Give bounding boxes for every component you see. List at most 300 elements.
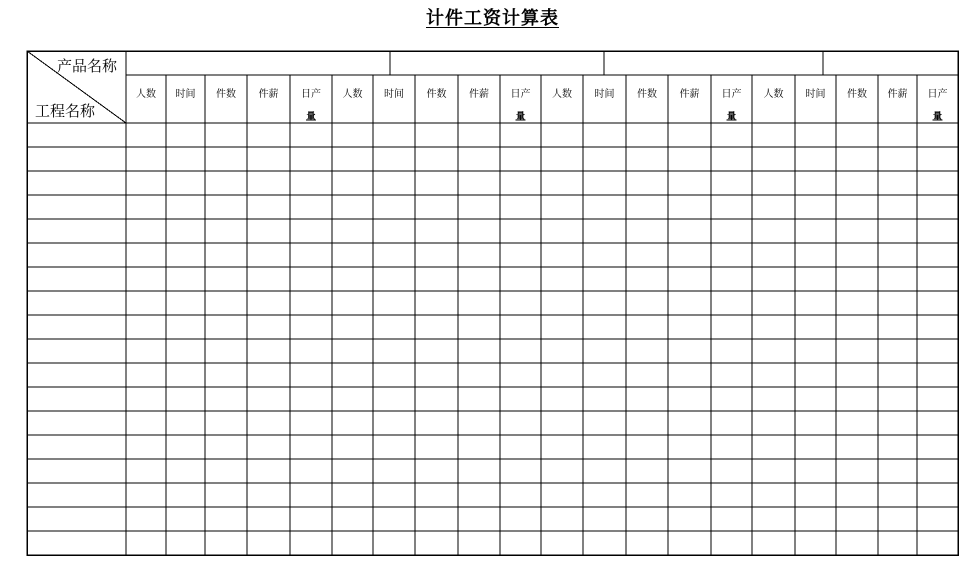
table-cell[interactable] [247, 363, 290, 387]
table-cell[interactable] [836, 291, 878, 315]
process-name-cell[interactable] [27, 315, 126, 339]
table-cell[interactable] [583, 315, 626, 339]
table-cell[interactable] [917, 411, 958, 435]
table-cell[interactable] [836, 435, 878, 459]
table-cell[interactable] [373, 123, 415, 147]
table-cell[interactable] [415, 507, 458, 531]
table-cell[interactable] [500, 219, 541, 243]
table-cell[interactable] [247, 483, 290, 507]
table-cell[interactable] [917, 435, 958, 459]
table-cell[interactable] [290, 171, 332, 195]
table-cell[interactable] [917, 123, 958, 147]
table-cell[interactable] [917, 171, 958, 195]
table-cell[interactable] [500, 507, 541, 531]
table-cell[interactable] [332, 363, 373, 387]
table-cell[interactable] [205, 411, 247, 435]
process-name-cell[interactable] [27, 291, 126, 315]
table-cell[interactable] [458, 147, 500, 171]
table-cell[interactable] [373, 483, 415, 507]
table-cell[interactable] [166, 195, 205, 219]
table-cell[interactable] [500, 483, 541, 507]
process-name-cell[interactable] [27, 147, 126, 171]
table-cell[interactable] [711, 483, 752, 507]
table-cell[interactable] [373, 435, 415, 459]
table-cell[interactable] [711, 219, 752, 243]
table-cell[interactable] [836, 267, 878, 291]
table-cell[interactable] [795, 507, 836, 531]
table-cell[interactable] [290, 339, 332, 363]
table-cell[interactable] [711, 171, 752, 195]
table-cell[interactable] [626, 219, 668, 243]
table-cell[interactable] [752, 339, 795, 363]
table-cell[interactable] [373, 531, 415, 555]
table-cell[interactable] [668, 219, 711, 243]
table-cell[interactable] [836, 147, 878, 171]
table-cell[interactable] [541, 123, 583, 147]
table-cell[interactable] [583, 171, 626, 195]
table-cell[interactable] [583, 435, 626, 459]
table-cell[interactable] [166, 507, 205, 531]
table-cell[interactable] [583, 267, 626, 291]
table-cell[interactable] [668, 291, 711, 315]
table-cell[interactable] [711, 195, 752, 219]
table-cell[interactable] [836, 459, 878, 483]
table-cell[interactable] [290, 363, 332, 387]
table-cell[interactable] [205, 195, 247, 219]
table-cell[interactable] [373, 267, 415, 291]
table-cell[interactable] [332, 339, 373, 363]
table-cell[interactable] [166, 219, 205, 243]
table-cell[interactable] [541, 195, 583, 219]
table-cell[interactable] [415, 531, 458, 555]
table-cell[interactable] [458, 531, 500, 555]
table-cell[interactable] [332, 483, 373, 507]
table-cell[interactable] [373, 243, 415, 267]
table-cell[interactable] [917, 195, 958, 219]
table-cell[interactable] [205, 219, 247, 243]
table-cell[interactable] [247, 123, 290, 147]
table-cell[interactable] [247, 171, 290, 195]
table-cell[interactable] [541, 315, 583, 339]
table-cell[interactable] [626, 435, 668, 459]
table-cell[interactable] [668, 267, 711, 291]
table-cell[interactable] [373, 171, 415, 195]
table-cell[interactable] [332, 243, 373, 267]
table-cell[interactable] [668, 171, 711, 195]
table-cell[interactable] [166, 411, 205, 435]
table-cell[interactable] [626, 459, 668, 483]
table-cell[interactable] [668, 147, 711, 171]
table-cell[interactable] [415, 123, 458, 147]
table-cell[interactable] [205, 243, 247, 267]
table-cell[interactable] [126, 315, 166, 339]
product-name-cell[interactable] [126, 51, 390, 75]
table-cell[interactable] [878, 315, 917, 339]
table-cell[interactable] [917, 531, 958, 555]
table-cell[interactable] [458, 483, 500, 507]
table-cell[interactable] [711, 147, 752, 171]
table-cell[interactable] [247, 435, 290, 459]
table-cell[interactable] [795, 171, 836, 195]
table-cell[interactable] [373, 411, 415, 435]
table-cell[interactable] [541, 291, 583, 315]
table-cell[interactable] [795, 531, 836, 555]
table-cell[interactable] [583, 531, 626, 555]
table-cell[interactable] [373, 315, 415, 339]
table-cell[interactable] [458, 315, 500, 339]
table-cell[interactable] [126, 291, 166, 315]
table-cell[interactable] [711, 267, 752, 291]
table-cell[interactable] [668, 195, 711, 219]
table-cell[interactable] [290, 123, 332, 147]
process-name-cell[interactable] [27, 171, 126, 195]
table-cell[interactable] [711, 339, 752, 363]
table-cell[interactable] [541, 219, 583, 243]
table-cell[interactable] [668, 363, 711, 387]
table-cell[interactable] [458, 291, 500, 315]
process-name-cell[interactable] [27, 483, 126, 507]
table-cell[interactable] [126, 123, 166, 147]
table-cell[interactable] [878, 507, 917, 531]
table-cell[interactable] [458, 267, 500, 291]
table-cell[interactable] [332, 531, 373, 555]
table-cell[interactable] [668, 387, 711, 411]
table-cell[interactable] [247, 147, 290, 171]
table-cell[interactable] [290, 387, 332, 411]
table-cell[interactable] [541, 507, 583, 531]
table-cell[interactable] [752, 147, 795, 171]
table-cell[interactable] [126, 459, 166, 483]
table-cell[interactable] [205, 531, 247, 555]
table-cell[interactable] [247, 267, 290, 291]
table-cell[interactable] [166, 387, 205, 411]
table-cell[interactable] [458, 219, 500, 243]
table-cell[interactable] [711, 315, 752, 339]
table-cell[interactable] [668, 411, 711, 435]
table-cell[interactable] [626, 315, 668, 339]
table-cell[interactable] [166, 483, 205, 507]
table-cell[interactable] [332, 147, 373, 171]
table-cell[interactable] [126, 483, 166, 507]
table-cell[interactable] [126, 195, 166, 219]
table-cell[interactable] [205, 339, 247, 363]
table-cell[interactable] [332, 387, 373, 411]
table-cell[interactable] [415, 363, 458, 387]
table-cell[interactable] [541, 411, 583, 435]
table-cell[interactable] [711, 243, 752, 267]
table-cell[interactable] [795, 483, 836, 507]
table-cell[interactable] [166, 147, 205, 171]
table-cell[interactable] [878, 123, 917, 147]
table-cell[interactable] [205, 363, 247, 387]
table-cell[interactable] [290, 243, 332, 267]
table-cell[interactable] [795, 435, 836, 459]
table-cell[interactable] [500, 435, 541, 459]
table-cell[interactable] [415, 435, 458, 459]
table-cell[interactable] [290, 267, 332, 291]
table-cell[interactable] [711, 411, 752, 435]
process-name-cell[interactable] [27, 435, 126, 459]
table-cell[interactable] [373, 195, 415, 219]
table-cell[interactable] [500, 315, 541, 339]
table-cell[interactable] [836, 315, 878, 339]
table-cell[interactable] [626, 147, 668, 171]
table-cell[interactable] [500, 123, 541, 147]
table-cell[interactable] [205, 459, 247, 483]
process-name-cell[interactable] [27, 267, 126, 291]
table-cell[interactable] [166, 171, 205, 195]
table-cell[interactable] [752, 483, 795, 507]
table-cell[interactable] [500, 267, 541, 291]
table-cell[interactable] [458, 195, 500, 219]
table-cell[interactable] [415, 291, 458, 315]
table-cell[interactable] [583, 387, 626, 411]
table-cell[interactable] [290, 147, 332, 171]
table-cell[interactable] [126, 267, 166, 291]
product-name-cell[interactable] [390, 51, 604, 75]
table-cell[interactable] [878, 147, 917, 171]
process-name-cell[interactable] [27, 123, 126, 147]
table-cell[interactable] [458, 459, 500, 483]
table-cell[interactable] [205, 171, 247, 195]
table-cell[interactable] [583, 147, 626, 171]
table-cell[interactable] [541, 267, 583, 291]
table-cell[interactable] [917, 267, 958, 291]
table-cell[interactable] [711, 363, 752, 387]
table-cell[interactable] [541, 531, 583, 555]
table-cell[interactable] [500, 243, 541, 267]
table-cell[interactable] [247, 411, 290, 435]
table-cell[interactable] [500, 291, 541, 315]
table-cell[interactable] [878, 339, 917, 363]
table-cell[interactable] [752, 291, 795, 315]
table-cell[interactable] [711, 387, 752, 411]
table-cell[interactable] [332, 171, 373, 195]
table-cell[interactable] [626, 507, 668, 531]
table-cell[interactable] [752, 435, 795, 459]
table-cell[interactable] [415, 483, 458, 507]
table-cell[interactable] [541, 363, 583, 387]
table-cell[interactable] [836, 531, 878, 555]
table-cell[interactable] [415, 195, 458, 219]
table-cell[interactable] [668, 315, 711, 339]
table-cell[interactable] [166, 531, 205, 555]
product-name-cell[interactable] [604, 51, 823, 75]
process-name-cell[interactable] [27, 411, 126, 435]
table-cell[interactable] [836, 507, 878, 531]
table-cell[interactable] [626, 195, 668, 219]
table-cell[interactable] [458, 123, 500, 147]
table-cell[interactable] [752, 123, 795, 147]
table-cell[interactable] [917, 219, 958, 243]
table-cell[interactable] [917, 459, 958, 483]
process-name-cell[interactable] [27, 531, 126, 555]
table-cell[interactable] [373, 339, 415, 363]
table-cell[interactable] [332, 123, 373, 147]
table-cell[interactable] [836, 483, 878, 507]
table-cell[interactable] [626, 267, 668, 291]
table-cell[interactable] [373, 507, 415, 531]
table-cell[interactable] [752, 411, 795, 435]
table-cell[interactable] [332, 411, 373, 435]
table-cell[interactable] [332, 195, 373, 219]
table-cell[interactable] [290, 315, 332, 339]
table-cell[interactable] [626, 483, 668, 507]
table-cell[interactable] [126, 507, 166, 531]
table-cell[interactable] [711, 507, 752, 531]
table-cell[interactable] [205, 291, 247, 315]
table-cell[interactable] [668, 123, 711, 147]
table-cell[interactable] [458, 435, 500, 459]
table-cell[interactable] [752, 171, 795, 195]
table-cell[interactable] [290, 195, 332, 219]
table-cell[interactable] [626, 171, 668, 195]
table-cell[interactable] [541, 459, 583, 483]
table-cell[interactable] [795, 147, 836, 171]
table-cell[interactable] [290, 507, 332, 531]
process-name-cell[interactable] [27, 243, 126, 267]
table-cell[interactable] [795, 339, 836, 363]
table-cell[interactable] [166, 339, 205, 363]
table-cell[interactable] [836, 387, 878, 411]
table-cell[interactable] [711, 123, 752, 147]
table-cell[interactable] [626, 291, 668, 315]
table-cell[interactable] [668, 459, 711, 483]
table-cell[interactable] [247, 195, 290, 219]
table-cell[interactable] [415, 219, 458, 243]
table-cell[interactable] [668, 507, 711, 531]
table-cell[interactable] [626, 339, 668, 363]
table-cell[interactable] [583, 339, 626, 363]
table-cell[interactable] [752, 387, 795, 411]
table-cell[interactable] [332, 291, 373, 315]
table-cell[interactable] [626, 123, 668, 147]
table-cell[interactable] [583, 459, 626, 483]
table-cell[interactable] [126, 219, 166, 243]
process-name-cell[interactable] [27, 363, 126, 387]
table-cell[interactable] [205, 123, 247, 147]
table-cell[interactable] [583, 219, 626, 243]
table-cell[interactable] [878, 267, 917, 291]
table-cell[interactable] [795, 411, 836, 435]
table-cell[interactable] [795, 243, 836, 267]
table-cell[interactable] [541, 387, 583, 411]
table-cell[interactable] [917, 315, 958, 339]
table-cell[interactable] [541, 243, 583, 267]
table-cell[interactable] [415, 147, 458, 171]
table-cell[interactable] [205, 315, 247, 339]
table-cell[interactable] [626, 411, 668, 435]
table-cell[interactable] [878, 483, 917, 507]
table-cell[interactable] [500, 171, 541, 195]
table-cell[interactable] [795, 363, 836, 387]
product-name-cell[interactable] [823, 51, 958, 75]
table-cell[interactable] [166, 363, 205, 387]
table-cell[interactable] [836, 363, 878, 387]
table-cell[interactable] [583, 411, 626, 435]
table-cell[interactable] [917, 507, 958, 531]
table-cell[interactable] [917, 147, 958, 171]
table-cell[interactable] [166, 267, 205, 291]
table-cell[interactable] [373, 147, 415, 171]
table-cell[interactable] [711, 459, 752, 483]
table-cell[interactable] [583, 291, 626, 315]
table-cell[interactable] [247, 507, 290, 531]
table-cell[interactable] [752, 507, 795, 531]
table-cell[interactable] [126, 531, 166, 555]
table-cell[interactable] [541, 339, 583, 363]
table-cell[interactable] [373, 219, 415, 243]
table-cell[interactable] [126, 339, 166, 363]
table-cell[interactable] [373, 363, 415, 387]
table-cell[interactable] [711, 531, 752, 555]
table-cell[interactable] [500, 339, 541, 363]
table-cell[interactable] [878, 195, 917, 219]
table-cell[interactable] [917, 387, 958, 411]
table-cell[interactable] [290, 291, 332, 315]
table-cell[interactable] [205, 387, 247, 411]
table-cell[interactable] [878, 387, 917, 411]
table-cell[interactable] [332, 507, 373, 531]
table-cell[interactable] [247, 339, 290, 363]
table-cell[interactable] [795, 267, 836, 291]
table-cell[interactable] [752, 267, 795, 291]
table-cell[interactable] [205, 507, 247, 531]
table-cell[interactable] [500, 411, 541, 435]
table-cell[interactable] [668, 339, 711, 363]
table-cell[interactable] [917, 339, 958, 363]
table-cell[interactable] [626, 243, 668, 267]
table-cell[interactable] [247, 315, 290, 339]
table-cell[interactable] [205, 435, 247, 459]
table-cell[interactable] [290, 435, 332, 459]
table-cell[interactable] [795, 315, 836, 339]
table-cell[interactable] [878, 243, 917, 267]
table-cell[interactable] [332, 435, 373, 459]
table-cell[interactable] [500, 459, 541, 483]
table-cell[interactable] [415, 171, 458, 195]
table-cell[interactable] [458, 171, 500, 195]
process-name-cell[interactable] [27, 195, 126, 219]
table-cell[interactable] [126, 363, 166, 387]
table-cell[interactable] [541, 147, 583, 171]
table-cell[interactable] [247, 387, 290, 411]
table-cell[interactable] [166, 291, 205, 315]
table-cell[interactable] [332, 219, 373, 243]
table-cell[interactable] [458, 411, 500, 435]
table-cell[interactable] [126, 171, 166, 195]
table-cell[interactable] [126, 411, 166, 435]
table-cell[interactable] [126, 435, 166, 459]
table-cell[interactable] [415, 315, 458, 339]
table-cell[interactable] [795, 387, 836, 411]
table-cell[interactable] [290, 459, 332, 483]
table-cell[interactable] [332, 315, 373, 339]
table-cell[interactable] [917, 243, 958, 267]
table-cell[interactable] [752, 531, 795, 555]
table-cell[interactable] [458, 243, 500, 267]
table-cell[interactable] [373, 459, 415, 483]
table-cell[interactable] [126, 147, 166, 171]
table-cell[interactable] [668, 483, 711, 507]
table-cell[interactable] [626, 531, 668, 555]
table-cell[interactable] [415, 411, 458, 435]
table-cell[interactable] [878, 219, 917, 243]
table-cell[interactable] [458, 363, 500, 387]
table-cell[interactable] [458, 507, 500, 531]
table-cell[interactable] [583, 123, 626, 147]
table-cell[interactable] [878, 435, 917, 459]
